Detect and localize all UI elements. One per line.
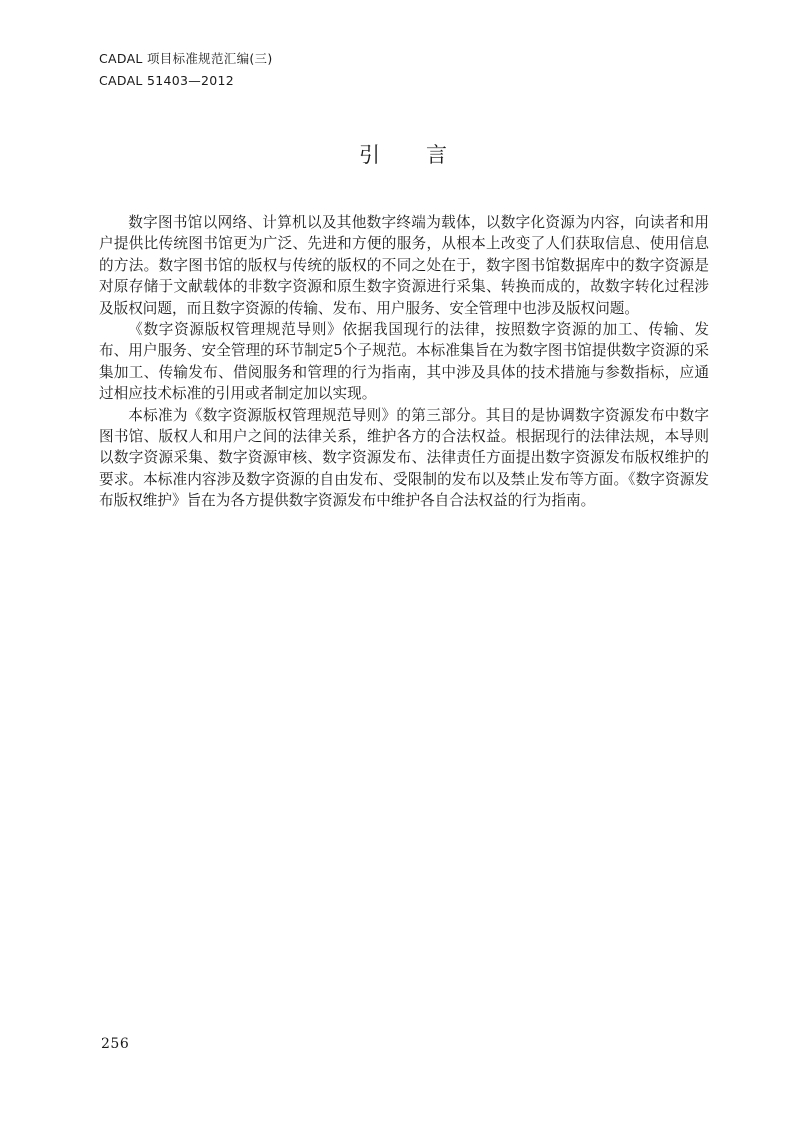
paragraph-3: 本标准为《数字资源版权管理规范导则》的第三部分。其目的是协调数字资源发布中数字图书馆、版权人和用户之间的法律关系，维护各方的合法权益。根据现行的法律法规，本导则以数字资源采集、数字资源审核、数字资源发布、法律责任方面提出数字资源发布版权维护的要求。本标准内容涉及数字资源的自由发布、受限制的发布以及禁止发布等方面。《数字资源发布版权维护》旨在为各方提供数字资源发布中维护各自合法权益的行为指南。 bbox=[99, 406, 709, 510]
introduction-body bbox=[99, 212, 709, 512]
paragraph-1: 数字图书馆以网络、计算机以及其他数字终端为载体，以数字化资源为内容，向读者和用户提供比传统图书馆更为广泛、先进和方便的服务，从根本上改变了人们获取信息、使用信息的方法。数字图书馆的版权与传统的版权的不同之处在于，数字图书馆数据库中的数字资源是对原存储于文献载体的非数字资源和原生数字资源进行采集、转换而成的，故数字转化过程涉及版权问题，而且数字资源的传输、发布、用户服务、安全管理中也涉及版权问题。 bbox=[99, 214, 709, 317]
page-number: 256 bbox=[101, 1036, 130, 1052]
running-header bbox=[99, 48, 273, 92]
standard-code: CADAL 51403—2012 bbox=[99, 73, 235, 88]
collection-title: CADAL 项目标准规范汇编(三) bbox=[99, 51, 273, 66]
paragraph-2: 《数字资源版权管理规范导则》依据我国现行的法律，按照数字资源的加工、传输、发布、用户服务、安全管理的环节制定5个子规范。本标准集旨在为数字图书馆提供数字资源的采集加工、传输发布、借阅服务和管理的行为指南，其中涉及具体的技术措施与参数指标，应通过相应技术标准的引用或者制定加以实现。 bbox=[99, 321, 709, 403]
section-title: 引言 bbox=[359, 143, 493, 167]
